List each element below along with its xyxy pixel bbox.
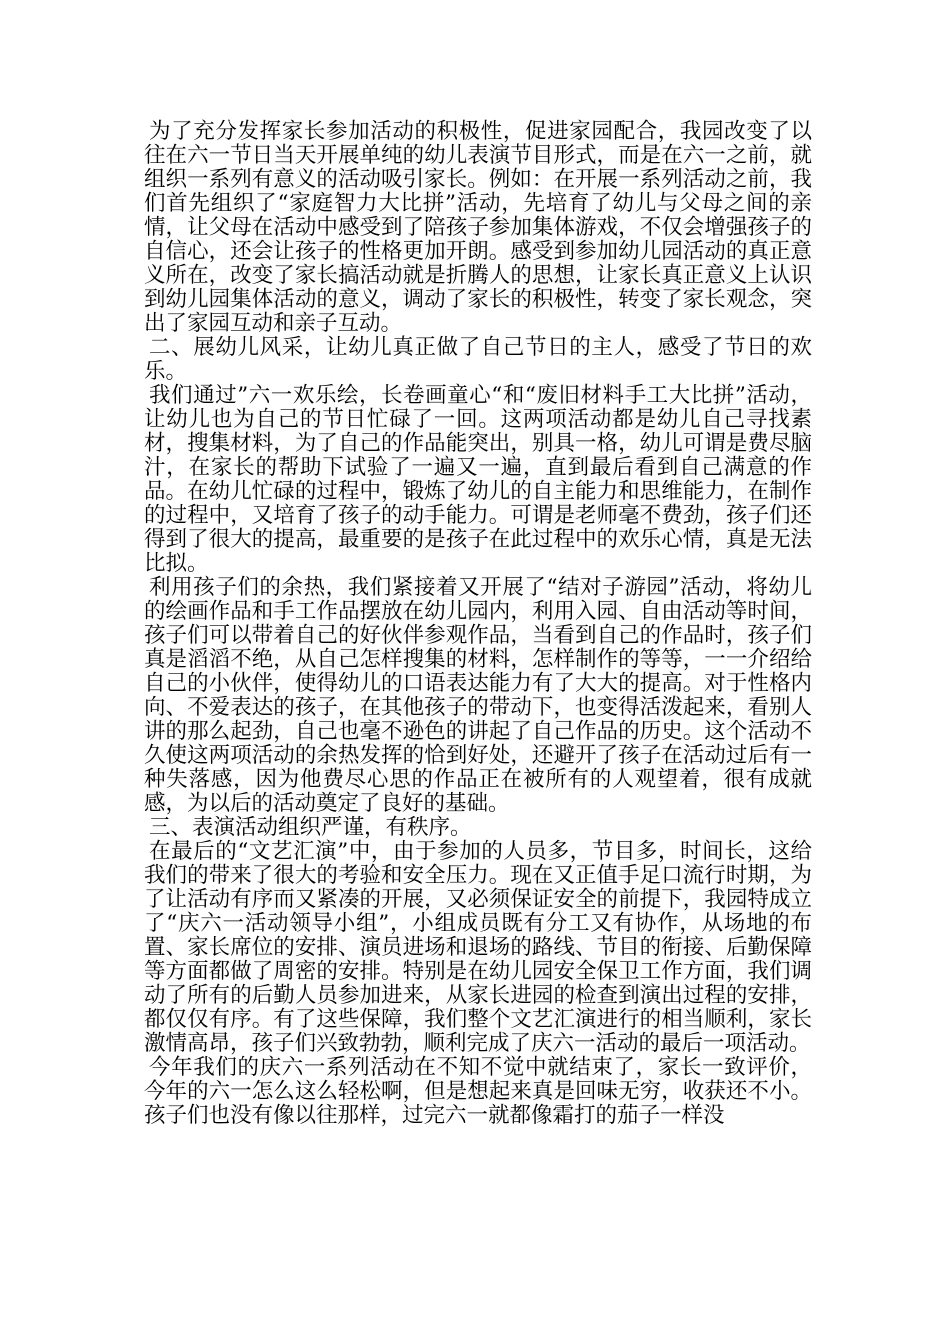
paragraph-parent-engagement: 为了充分发挥家长参加活动的积极性，促进家园配合，我园改变了以往在六一节日当天开展单纯的幼儿表演节目形式，而是在六一之前，就组织一系列有意义的活动吸引家长。例如：在开展一系列活动之前，我们首先组织了“家庭智力大比拼”活动，先培育了幼儿与父母之间的亲情，让父母在活动中感受到了陪孩子参加集体游戏，不仅会增强孩子的自信心，还会让孩子的性格更加开朗。感受到参加幼儿园活动的真正意义所在，改变了家长搞活动就是折腾人的思想，让家长真正意义上认识到幼儿园集体活动的意义，调动了家长的积极性，转变了家长观念，突出了家园互动和亲子互动。 xyxy=(144,119,812,336)
paragraph-performance: 在最后的“文艺汇演”中，由于参加的人员多，节目多，时间长，这给我们的带来了很大的考验和安全压力。现在又正值手足口流行时期，为了让活动有序而又紧凑的开展，又必须保证安全的前提下，我园特成立了“庆六一活动领导小组”，小组成员既有分工又有协作，从场地的布置、家长席位的安排、演员进场和退场的路线、节目的衔接、后勤保障等方面都做了周密的安排。特别是在幼儿园安全保卫工作方面，我们调动了所有的后勤人员参加进来，从家长进园的检查到演出过程的安排，都仅仅有序。有了这些保障，我们整个文艺汇演进行的相当顺利，家长激情高昂，孩子们兴致勃勃，顺利完成了庆六一活动的最后一项活动。 xyxy=(144,839,812,1056)
heading-section-three: 三、表演活动组织严谨，有秩序。 xyxy=(149,815,472,840)
heading-section-two: 二、展幼儿风采，让幼儿真正做了自己节日的主人，感受了节日的欢乐。 xyxy=(144,335,812,384)
paragraph-conclusion: 今年我们的庆六一系列活动在不知不觉中就结束了，家长一致评价，今年的六一怎么这么轻松啊，但是想起来真是回味无穷，收获还不小。孩子们也没有像以往那样，过完六一就都像霜打的茄子一样没 xyxy=(144,1055,812,1128)
paragraph-garden-tour: 利用孩子们的余热，我们紧接着又开展了“结对子游园”活动，将幼儿的绘画作品和手工作品摆放在幼儿园内，利用入园、自由活动等时间，孩子们可以带着自己的好伙伴参观作品，当看到自己的作品时，孩子们真是滔滔不绝，从自己怎样搜集的材料，怎样制作的等等，一一介绍给自己的小伙伴，使得幼儿的口语表达能力有了大大的提高。对于性格内向、不爱表达的孩子，在其他孩子的带动下，也变得活泼起来，看别人讲的那么起劲，自己也毫不逊色的讲起了自己作品的历史。这个活动不久使这两项活动的余热发挥的恰到好处，还避开了孩子在活动过后有一种失落感，因为他费尽心思的作品正在被所有的人观望着，很有成就感，为以后的活动奠定了良好的基础。 xyxy=(144,575,812,816)
document-body xyxy=(144,120,812,1128)
paragraph-art-activities: 我们通过”六一欢乐绘，长卷画童心“和“废旧材料手工大比拼”活动，让幼儿也为自己的节日忙碌了一回。这两项活动都是幼儿自己寻找素材，搜集材料，为了自己的作品能突出，别具一格，幼儿可谓是费尽脑汁，在家长的帮助下试验了一遍又一遍，直到最后看到自己满意的作品。在幼儿忙碌的过程中，锻炼了幼儿的自主能力和思维能力，在制作的过程中，又培育了孩子的动手能力。可谓是老师毫不费劲，孩子们还得到了很大的提高，最重要的是孩子在此过程中的欢乐心情，真是无法比拟。 xyxy=(144,383,812,576)
